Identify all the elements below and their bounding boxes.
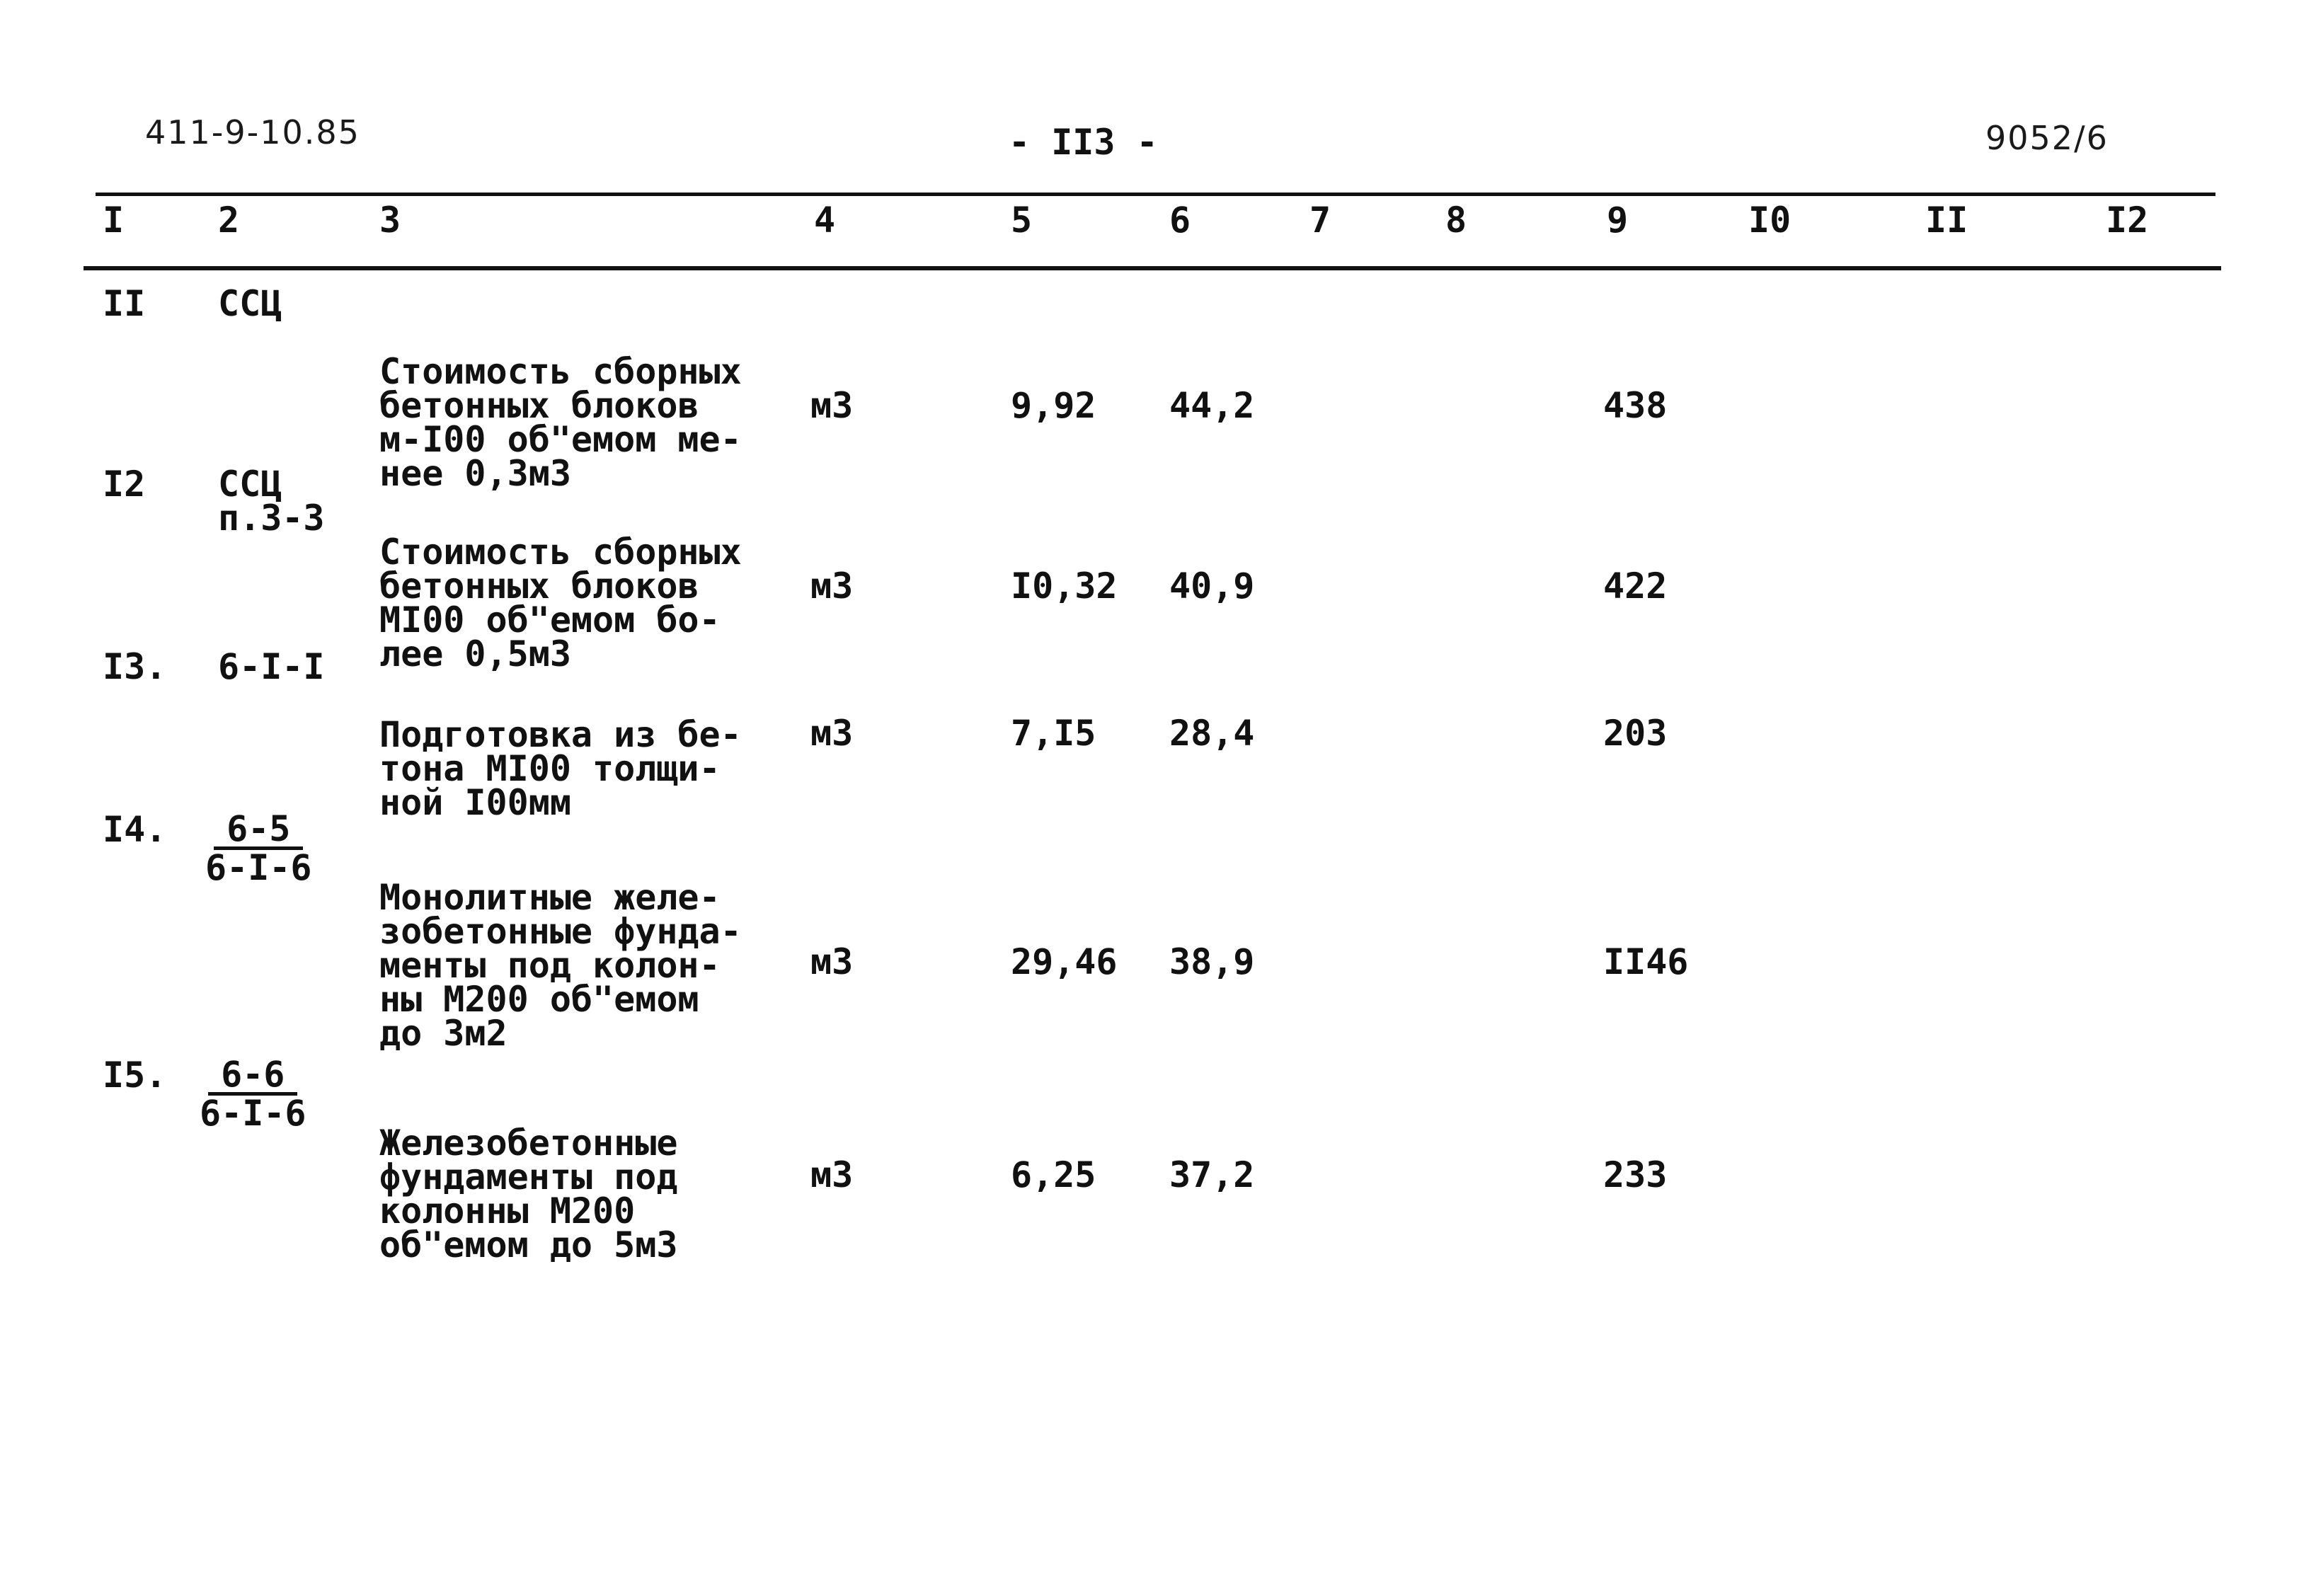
row-code-fraction xyxy=(200,1054,306,1134)
row-quantity: 7,I5 xyxy=(1011,713,1096,754)
row-number: I3. xyxy=(103,646,167,687)
row-total: 203 xyxy=(1603,713,1668,754)
code-numerator: 6-5 xyxy=(214,813,303,850)
row-quantity: 29,46 xyxy=(1011,941,1118,982)
row-unit: м3 xyxy=(810,1154,854,1195)
column-header: 3 xyxy=(379,200,401,241)
column-header: 2 xyxy=(218,200,240,241)
row-number: I2 xyxy=(103,464,146,505)
sheet-code: 9052/6 xyxy=(1985,119,2109,157)
row-unit: м3 xyxy=(810,566,854,607)
row-code: ССЦ п.3-3 xyxy=(218,464,325,539)
row-description: Железобетонные фундаменты под колонны М200 об"емом до 5м3 xyxy=(379,1123,678,1265)
row-unit-price: 44,2 xyxy=(1169,385,1255,426)
row-number: II xyxy=(103,283,146,324)
row-quantity: 9,92 xyxy=(1011,385,1096,426)
row-description: Монолитные желе- зобетонные фунда- менты под колон- ны М200 об"емом до 3м2 xyxy=(379,877,742,1054)
row-unit: м3 xyxy=(810,385,854,426)
row-code: 6-I-I xyxy=(218,646,325,687)
column-header: 8 xyxy=(1445,200,1467,241)
row-number: I4. xyxy=(103,809,167,850)
row-number: I5. xyxy=(103,1055,167,1096)
row-total: 233 xyxy=(1603,1154,1668,1195)
column-header: I2 xyxy=(2106,200,2149,241)
column-header: 4 xyxy=(814,200,836,241)
document-code: 411-9-10.85 xyxy=(145,113,360,151)
row-description: Стоимость сборных бетонных блоков м-I00 об"емом ме- нее 0,3м3 xyxy=(379,351,742,494)
code-numerator: 6-6 xyxy=(208,1058,297,1096)
column-header: I xyxy=(103,200,125,241)
code-denominator: 6-I-6 xyxy=(200,1093,306,1134)
row-unit: м3 xyxy=(810,941,854,982)
row-total: 438 xyxy=(1603,385,1668,426)
header-top-rule xyxy=(96,193,2215,196)
row-unit: м3 xyxy=(810,713,854,754)
row-unit-price: 38,9 xyxy=(1169,941,1255,982)
row-quantity: 6,25 xyxy=(1011,1154,1096,1195)
column-header: II xyxy=(1925,200,1968,241)
row-total: II46 xyxy=(1603,941,1689,982)
row-unit-price: 37,2 xyxy=(1169,1154,1255,1195)
row-code-fraction xyxy=(205,808,312,888)
column-header: 5 xyxy=(1011,200,1033,241)
code-denominator: 6-I-6 xyxy=(205,847,312,888)
column-header: 7 xyxy=(1309,200,1331,241)
row-unit-price: 40,9 xyxy=(1169,566,1255,607)
row-description: Подготовка из бе- тона МI00 толщи- ной I00мм xyxy=(379,714,742,823)
page-number: - II3 - xyxy=(1009,122,1158,163)
row-total: 422 xyxy=(1603,566,1668,607)
column-header: 9 xyxy=(1607,200,1629,241)
row-code: ССЦ xyxy=(218,283,282,324)
row-description: Стоимость сборных бетонных блоков МI00 об"емом бо- лее 0,5м3 xyxy=(379,532,742,674)
row-quantity: I0,32 xyxy=(1011,566,1118,607)
column-header: I0 xyxy=(1748,200,1791,241)
row-unit-price: 28,4 xyxy=(1169,713,1255,754)
header-bottom-rule xyxy=(84,266,2221,270)
column-header: 6 xyxy=(1169,200,1191,241)
